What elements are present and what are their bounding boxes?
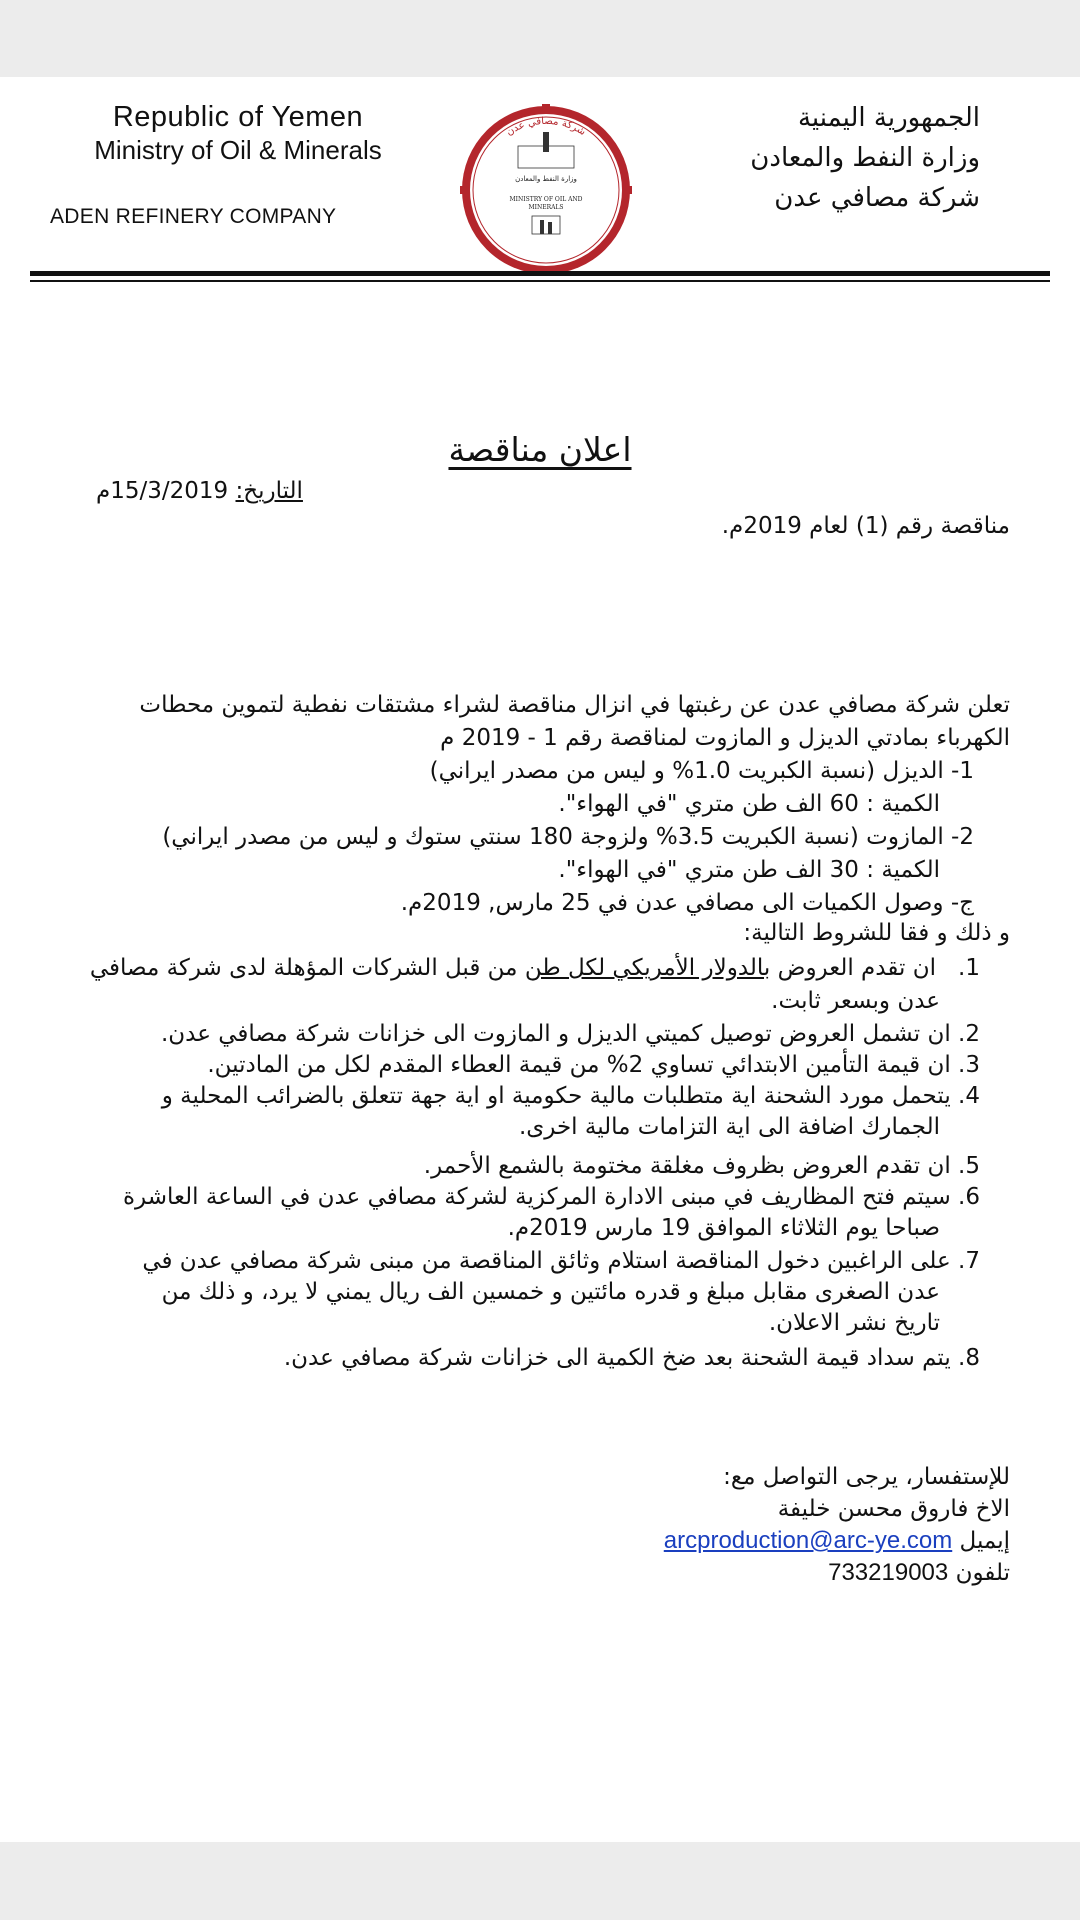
header-ministry-en: Ministry of Oil & Minerals	[94, 135, 382, 165]
condition-7-line-1: 7. على الراغبين دخول المناقصة استلام وثائق المناقصة من مبنى شركة مصافي عدن في	[142, 1248, 980, 1274]
header-country-ar: الجمهورية اليمنية	[797, 103, 980, 133]
condition-5: 5. ان تقدم العروض بظروف مغلقة مختومة بالشمع الأحمر.	[423, 1153, 980, 1179]
condition-8: 8. يتم سداد قيمة الشحنة بعد ضخ الكمية الى خزانات شركة مصافي عدن.	[283, 1345, 980, 1371]
arrival-note: ج- وصول الكميات الى مصافي عدن في 25 مارس, 2019م.	[400, 890, 974, 916]
contact-email-link[interactable]: arcproduction@arc-ye.com	[663, 1527, 953, 1554]
seal-ring-top: شركة مصافي عدن	[504, 115, 588, 139]
item-mazut: 2- المازوت (نسبة الكبريت 3.5% ولزوجة 180 سنتي ستوك و ليس من مصدر ايراني)	[162, 824, 974, 850]
date-value: 15/3/2019م	[96, 478, 229, 504]
condition-6-line-1: 6. سيتم فتح المظاريف في مبنى الادارة المركزية لشركة مصافي عدن في الساعة العاشرة	[123, 1184, 980, 1210]
conditions-intro: و ذلك و فقا للشروط التالية:	[743, 920, 1010, 946]
contact-intro: للإستفسار، يرجى التواصل مع:	[723, 1464, 1010, 1490]
company-seal-logo	[460, 104, 632, 276]
condition-3: 3. ان قيمة التأمين الابتدائي تساوي 2% من قيمة العطاء المقدم لكل من المادتين.	[207, 1052, 980, 1078]
header-divider-thin	[30, 280, 1050, 282]
condition-4-line-1: 4. يتحمل مورد الشحنة اية متطلبات مالية حكومية او اية جهة تتعلق بالضرائب المحلية و	[161, 1083, 980, 1109]
item-diesel-qty: الكمية : 60 الف طن متري "في الهواء".	[558, 791, 940, 817]
intro-line-2: الكهرباء بمادتي الديزل و المازوت لمناقصة رقم 1 - 2019 م	[440, 725, 1010, 751]
header-ministry-ar: وزارة النفط والمعادن	[750, 143, 980, 173]
intro-line-1: تعلن شركة مصافي عدن عن رغبتها في انزال مناقصة لشراء مشتقات نفطية لتموين محطات	[139, 692, 1010, 718]
condition-7-line-3: تاريخ نشر الاعلان.	[768, 1310, 940, 1336]
contact-email-row	[510, 1526, 1010, 1556]
condition-2: 2. ان تشمل العروض توصيل كميتي الديزل و المازوت الى خزانات شركة مصافي عدن.	[160, 1021, 980, 1047]
seal-inner-ar: وزارة النفط والمعادن	[515, 175, 577, 183]
seal-inner-en1: MINISTRY OF OIL AND	[509, 196, 583, 203]
item-mazut-qty: الكمية : 30 الف طن متري "في الهواء".	[558, 857, 940, 883]
phone-label: تلفون	[955, 1560, 1010, 1586]
date-label: التاريخ:	[235, 478, 303, 504]
tender-number: مناقصة رقم (1) لعام 2019م.	[721, 513, 1010, 539]
header-country-en: Republic of Yemen	[112, 101, 364, 133]
header-company-ar: شركة مصافي عدن	[774, 183, 980, 213]
condition-4-line-2: الجمارك اضافة الى اية التزامات مالية اخرى.	[518, 1114, 940, 1140]
header-divider-thick	[30, 271, 1050, 276]
header-english	[48, 100, 428, 228]
email-label: إيميل	[959, 1528, 1010, 1554]
contact-phone-row	[510, 1558, 1010, 1588]
condition-1-line-1: 1.ان تقدم العروض بالدولار الأمريكي لكل طن من قبل الشركات المؤهلة لدى شركة مصافي	[89, 955, 980, 981]
header-company-en: ADEN REFINERY COMPANY	[50, 205, 337, 228]
seal-inner-en2: MINERALS	[528, 204, 564, 211]
header-arabic	[660, 98, 980, 218]
seal-ring-bottom: ADEN REFINERY COMPANY	[485, 220, 607, 264]
contact-name: الاخ فاروق محسن خليفة	[777, 1496, 1010, 1522]
condition-7-line-2: عدن الصغرى مقابل مبلغ و قدره مائتين و خمسين الف ريال يمني لا يرد، و ذلك من	[161, 1279, 940, 1305]
condition-1-line-2: عدن وبسعر ثابت.	[771, 988, 940, 1014]
contact-phone: 733219003	[828, 1559, 949, 1586]
item-diesel: 1- الديزل (نسبة الكبريت 1.0% و ليس من مصدر ايراني)	[429, 758, 974, 784]
condition-6-line-2: صباحا يوم الثلاثاء الموافق 19 مارس 2019م.	[507, 1215, 940, 1241]
announcement-title: اعلان مناقصة	[448, 430, 632, 469]
announcement-date	[96, 478, 303, 504]
